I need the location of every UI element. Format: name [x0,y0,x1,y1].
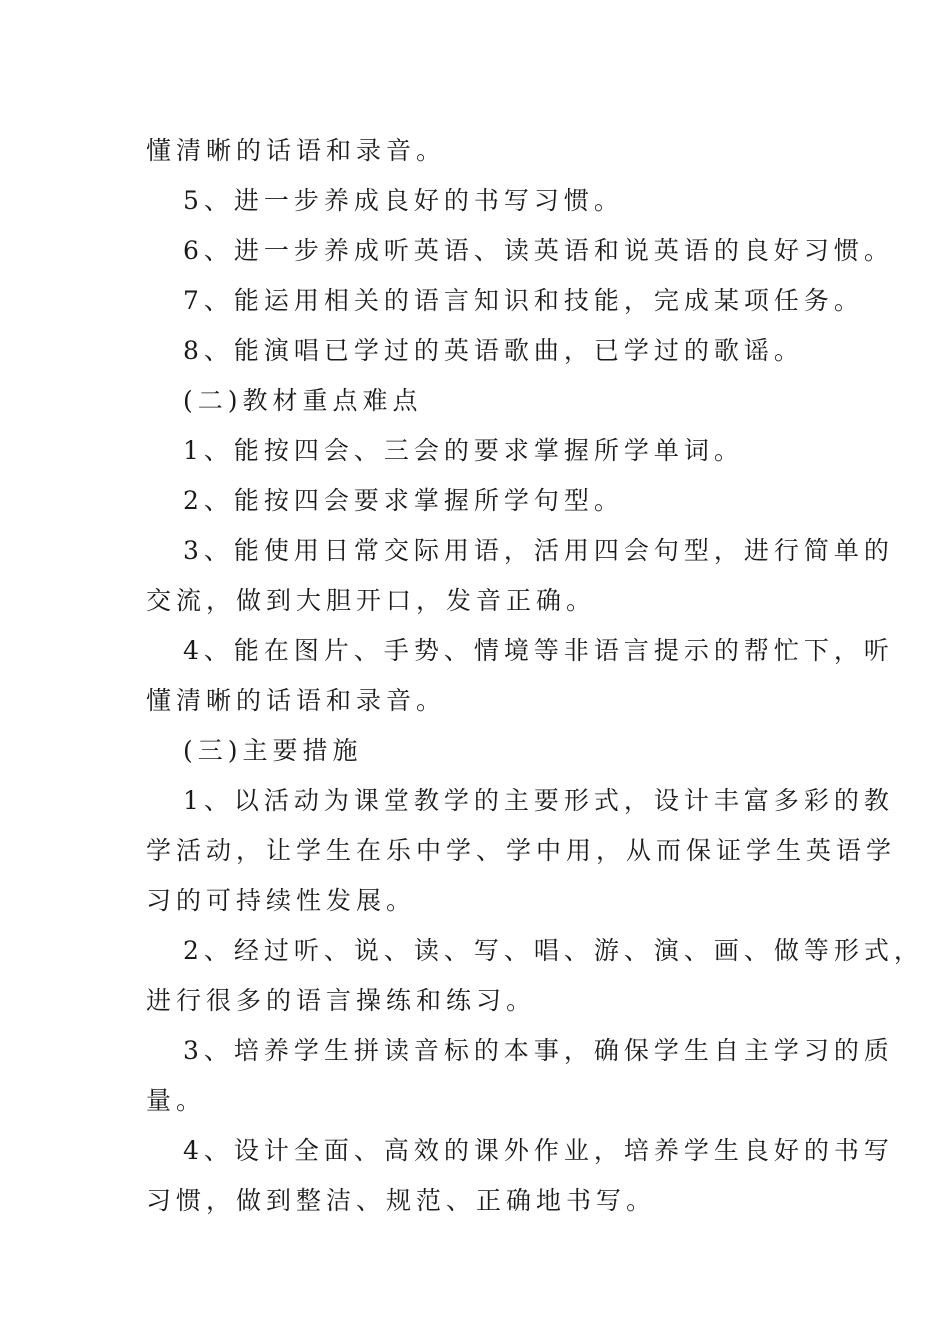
text-line: 1、能按四会、三会的要求掌握所学单词。 [183,436,744,465]
section-heading: (二)教材重点难点 [183,386,423,415]
text-line: 5、进一步养成良好的书写习惯。 [183,186,624,215]
text-line: 量。 [146,1086,207,1115]
section-heading: (三)主要措施 [183,736,363,765]
text-line: 3、能使用日常交际用语，活用四会句型，进行简单的 [183,536,894,565]
text-line: 习的可持续性发展。 [146,886,417,915]
text-line: 懂清晰的话语和录音。 [146,686,447,715]
text-line: 懂清晰的话语和录音。 [146,136,447,165]
text-line: 2、经过听、说、读、写、唱、游、演、画、做等形式， [183,936,924,965]
text-line: 进行很多的语言操练和练习。 [146,986,537,1015]
text-line: 习惯，做到整洁、规范、正确地书写。 [146,1186,657,1215]
text-line: 2、能按四会要求掌握所学句型。 [183,486,624,515]
text-line: 交流，做到大胆开口，发音正确。 [146,586,597,615]
text-line: 6、进一步养成听英语、读英语和说英语的良好习惯。 [183,236,894,265]
text-line: 1、以活动为课堂教学的主要形式，设计丰富多彩的教 [183,786,894,815]
text-line: 4、设计全面、高效的课外作业，培养学生良好的书写 [183,1136,894,1165]
text-line: 7、能运用相关的语言知识和技能，完成某项任务。 [183,286,864,315]
text-line: 8、能演唱已学过的英语歌曲，已学过的歌谣。 [183,336,804,365]
text-line: 学活动，让学生在乐中学、学中用，从而保证学生英语学 [146,836,897,865]
text-line: 4、能在图片、手势、情境等非语言提示的帮忙下，听 [183,636,894,665]
text-line: 3、培养学生拼读音标的本事，确保学生自主学习的质 [183,1036,894,1065]
